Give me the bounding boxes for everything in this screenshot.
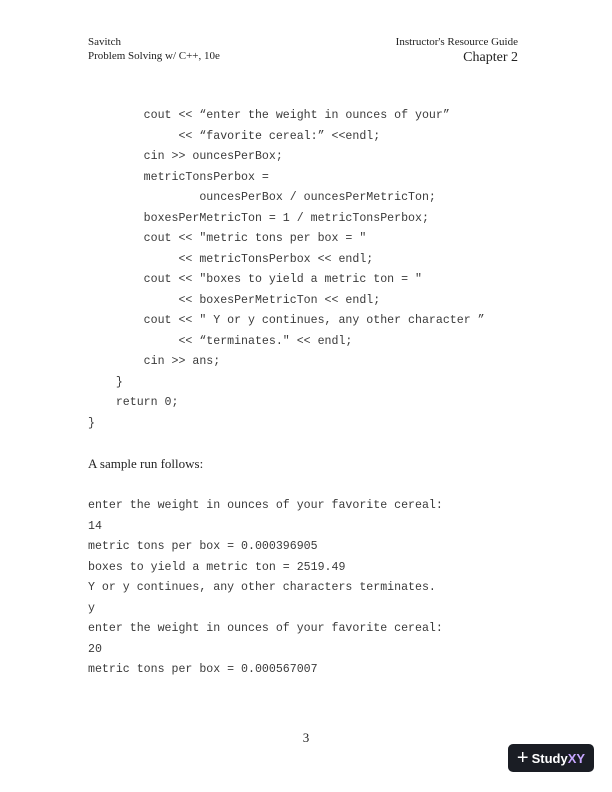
sample-run-label: A sample run follows: bbox=[88, 456, 204, 471]
code-line: << metricTonsPerbox << endl; bbox=[88, 252, 374, 266]
sample-output bbox=[88, 496, 443, 681]
code-line: << “favorite cereal:” <<endl; bbox=[88, 129, 381, 143]
output-line: 14 bbox=[88, 519, 102, 533]
badge-text-accent: XY bbox=[567, 750, 586, 766]
code-line: cout << "metric tons per box = " bbox=[88, 232, 367, 245]
code-line: metricTonsPerbox = bbox=[88, 170, 269, 184]
code-listing bbox=[88, 106, 485, 434]
code-line: boxesPerMetricTon = 1 / metricTonsPerbox; bbox=[88, 211, 429, 225]
chapter-label: Chapter 2 bbox=[463, 50, 518, 65]
page-number: 3 bbox=[302, 730, 310, 745]
studyxy-badge[interactable] bbox=[508, 744, 594, 772]
output-line: enter the weight in ounces of your favorite cereal: bbox=[88, 622, 443, 635]
code-line: << boxesPerMetricTon << endl; bbox=[88, 293, 381, 307]
output-line: metric tons per box = 0.000396905 bbox=[88, 540, 318, 553]
book-title: Problem Solving w/ C++, 10e bbox=[88, 50, 220, 62]
code-line: cout << " Y or y continues, any other character ” bbox=[88, 314, 485, 327]
code-line: cin >> ouncesPerBox; bbox=[88, 150, 283, 163]
plus-icon: + bbox=[516, 747, 529, 769]
code-line: cin >> ans; bbox=[88, 355, 221, 368]
code-line: } bbox=[88, 416, 95, 430]
author-name: Savitch bbox=[88, 36, 121, 48]
code-line: ouncesPerBox / ouncesPerMetricTon; bbox=[88, 191, 436, 204]
code-line: return 0; bbox=[88, 396, 179, 409]
output-line: enter the weight in ounces of your favorite cereal: bbox=[88, 499, 443, 512]
code-line: cout << "boxes to yield a metric ton = " bbox=[88, 273, 422, 286]
code-line: } bbox=[88, 375, 123, 389]
badge-text-main: Study bbox=[531, 750, 568, 766]
header-right bbox=[396, 35, 518, 66]
output-line: 20 bbox=[88, 642, 102, 656]
output-line: metric tons per box = 0.000567007 bbox=[88, 663, 318, 676]
output-line: Y or y continues, any other characters terminates. bbox=[88, 581, 436, 594]
code-line: cout << “enter the weight in ounces of your” bbox=[88, 109, 450, 122]
code-line: << “terminates." << endl; bbox=[88, 334, 353, 348]
guide-title: Instructor's Resource Guide bbox=[395, 36, 518, 48]
header-left bbox=[88, 35, 220, 63]
output-line: y bbox=[88, 601, 95, 615]
output-line: boxes to yield a metric ton = 2519.49 bbox=[88, 560, 346, 574]
